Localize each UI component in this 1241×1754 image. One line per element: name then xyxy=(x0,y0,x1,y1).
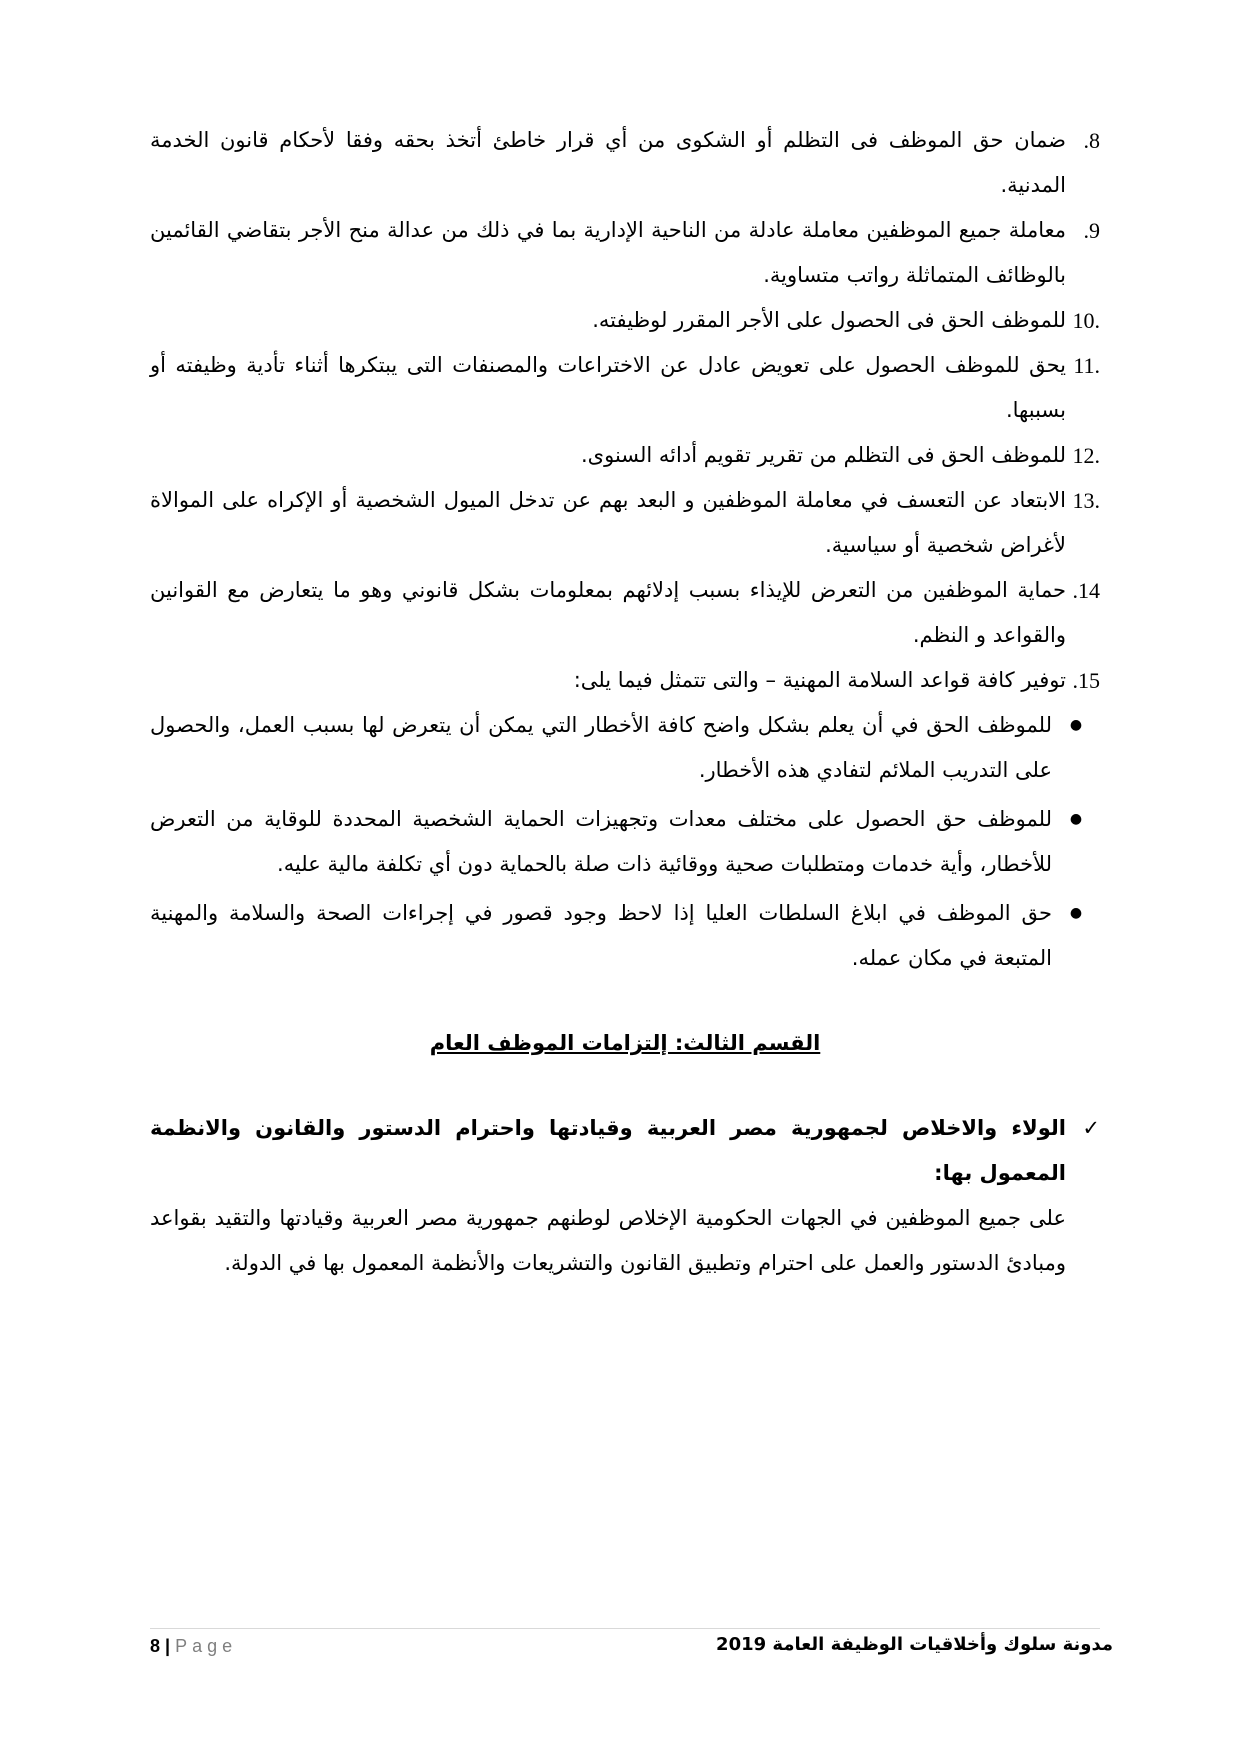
footer-page-indicator xyxy=(150,1636,237,1657)
footer-divider xyxy=(150,1628,1100,1629)
bullet-item xyxy=(150,797,1100,887)
list-item-text: للموظف الحق فى التظلم من تقرير تقويم أدائه السنوى. xyxy=(580,443,1066,467)
bullet-icon: ● xyxy=(1069,717,1083,733)
list-item-text: للموظف الحق فى الحصول على الأجر المقرر لوظيفته. xyxy=(592,308,1066,332)
list-item-11 xyxy=(150,343,1100,433)
list-number: 13. xyxy=(1072,488,1100,513)
list-item-10 xyxy=(150,298,1100,343)
check-item xyxy=(150,1106,1100,1196)
list-item-15 xyxy=(150,658,1100,703)
list-item-8 xyxy=(150,118,1100,208)
bullet-text: للموظف الحق في أن يعلم بشكل واضح كافة الأخطار التي يمكن أن يتعرض لها بسبب العمل، والحصول على التدريب الملائم لتفادي هذه الأخطار. xyxy=(150,713,1052,782)
bullet-icon: ● xyxy=(1069,811,1083,827)
list-number: .9 xyxy=(1083,218,1100,243)
list-number: 10. xyxy=(1072,308,1100,333)
list-item-text: معاملة جميع الموظفين معاملة عادلة من الناحية الإدارية بما في ذلك من عدالة منح الأجر بتقاضي القائمين بالوظائف المتماثلة رواتب متساوية. xyxy=(150,218,1066,287)
list-item-13 xyxy=(150,478,1100,568)
bullet-item xyxy=(150,891,1100,981)
list-number: .15 xyxy=(1072,668,1100,693)
list-item-12 xyxy=(150,433,1100,478)
page-number: 8 xyxy=(150,1636,161,1656)
list-item-text: توفير كافة قواعد السلامة المهنية – والتى تتمثل فيما يلى: xyxy=(573,668,1066,692)
list-item-text: حماية الموظفين من التعرض للإيذاء بسبب إدلائهم بمعلومات بشكل قانوني وهو ما يتعارض مع القوانين والقواعد و النظم. xyxy=(150,578,1066,647)
check-item-text: الولاء والاخلاص لجمهورية مصر العربية وقيادتها واحترام الدستور والقانون والانظمة المعمول بها: xyxy=(150,1116,1066,1185)
bullet-text: للموظف حق الحصول على مختلف معدات وتجهيزات الحماية الشخصية المحددة للوقاية من التعرض للأخطار، وأية خدمات ومتطلبات صحية ووقائية ذات صلة بالحماية دون أي تكلفة مالية عليه. xyxy=(150,807,1052,876)
list-number: .8 xyxy=(1083,128,1100,153)
page-label: Page xyxy=(175,1636,238,1656)
bullet-text: حق الموظف في ابلاغ السلطات العليا إذا لاحظ وجود قصور في إجراءات الصحة والسلامة والمهنية المتبعة في مكان عمله. xyxy=(150,901,1052,970)
section-heading: القسم الثالث: إلتزامات الموظف العام xyxy=(429,1031,821,1055)
document-body xyxy=(150,118,1100,1286)
list-item-text: ضمان حق الموظف فى التظلم أو الشكوى من أي قرار خاطئ أتخذ بحقه وفقا لأحكام قانون الخدمة المدنية. xyxy=(150,128,1066,197)
list-item-text: الابتعاد عن التعسف في معاملة الموظفين و البعد بهم عن تدخل الميول الشخصية أو الإكراه على الموالاة لأغراض شخصية أو سياسية. xyxy=(150,488,1066,557)
list-item-14 xyxy=(150,568,1100,658)
bullet-icon: ● xyxy=(1069,905,1083,921)
list-number: .14 xyxy=(1072,578,1100,603)
list-number: 12. xyxy=(1072,443,1100,468)
checkmark-icon: ✓ xyxy=(1082,1116,1100,1140)
footer-document-title: مدونة سلوك وأخلاقيات الوظيفة العامة 2019 xyxy=(716,1634,1113,1655)
body-paragraph: على جميع الموظفين في الجهات الحكومية الإخلاص لوطنهم جمهورية مصر العربية وقيادتها والتقيد بقواعد ومبادئ الدستور والعمل على احترام وتطبيق القانون والتشريعات والأنظمة المعمول بها في الدولة. xyxy=(150,1206,1066,1275)
page-separator: | xyxy=(160,1636,176,1656)
bullet-item xyxy=(150,703,1100,793)
list-item-9 xyxy=(150,208,1100,298)
list-item-text: يحق للموظف الحصول على تعويض عادل عن الاختراعات والمصنفات التى يبتكرها أثناء تأدية وظيفته أو بسببها. xyxy=(150,353,1066,422)
list-number: 11. xyxy=(1073,353,1100,378)
